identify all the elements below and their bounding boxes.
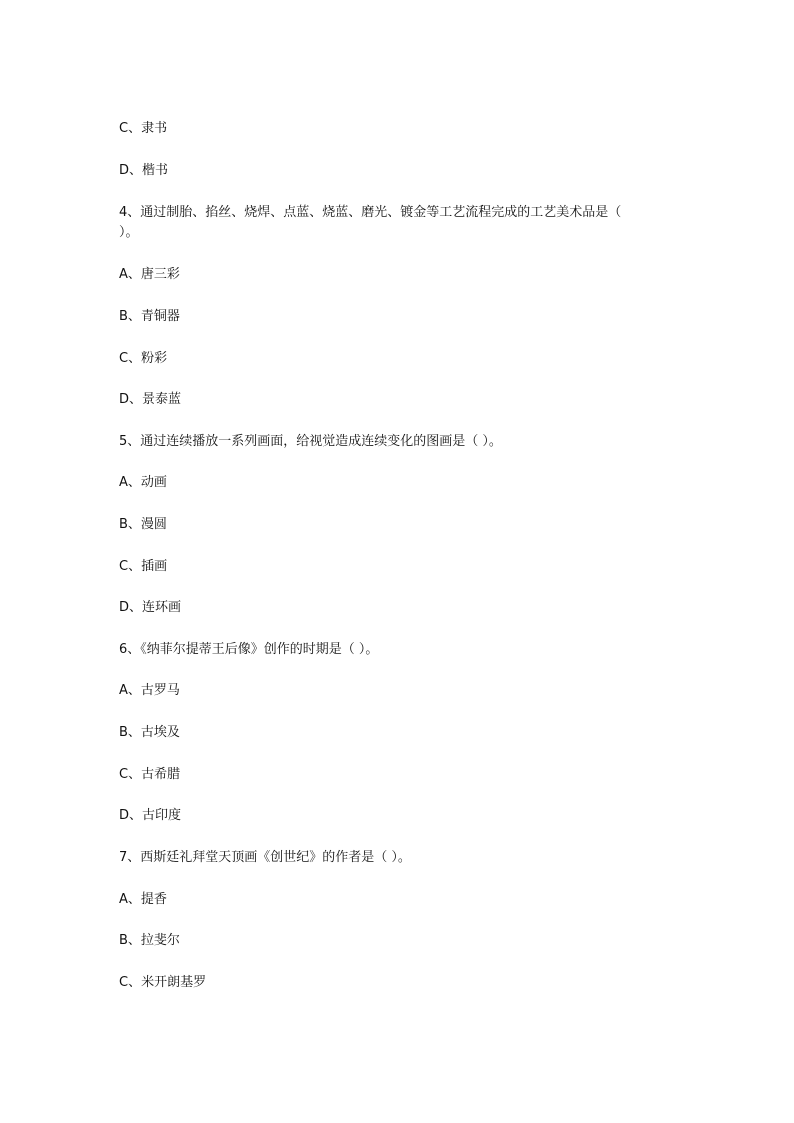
option-d: D、连环画 (119, 600, 182, 615)
option-a: A、提香 (119, 892, 167, 907)
question-4-line-2: ）。 (119, 225, 139, 240)
question-4-line-1: 4、通过制胎、掐丝、烧焊、点蓝、烧蓝、磨光、镀金等工艺流程完成的工艺美术品是（ (119, 205, 622, 220)
option-a: A、动画 (119, 475, 167, 490)
option-b: B、青铜器 (119, 309, 180, 324)
option-c: C、古希腊 (119, 767, 181, 782)
option-c: C、粉彩 (119, 351, 168, 366)
option-d: D、古印度 (119, 808, 182, 823)
question-6: 6、《纳菲尔提蒂王后像》创作的时期是（ ）。 (119, 642, 379, 657)
option-b: B、拉斐尔 (119, 933, 180, 948)
option-c: C、米开朗基罗 (119, 975, 207, 990)
option-d-kaishu: D、楷书 (119, 163, 169, 178)
option-b: B、古埃及 (119, 725, 180, 740)
option-b: B、漫圆 (119, 517, 167, 532)
option-a: A、古罗马 (119, 683, 180, 698)
question-5: 5、通过连续播放一系列画面，给视觉造成连续变化的图画是（ ）。 (119, 434, 502, 449)
option-c: C、插画 (119, 559, 168, 574)
option-a: A、唐三彩 (119, 267, 180, 282)
option-c-lishu: C、隶书 (119, 121, 168, 136)
question-7: 7、西斯廷礼拜堂天顶画《创世纪》的作者是（ ）。 (119, 850, 411, 865)
option-d: D、景泰蓝 (119, 392, 182, 407)
